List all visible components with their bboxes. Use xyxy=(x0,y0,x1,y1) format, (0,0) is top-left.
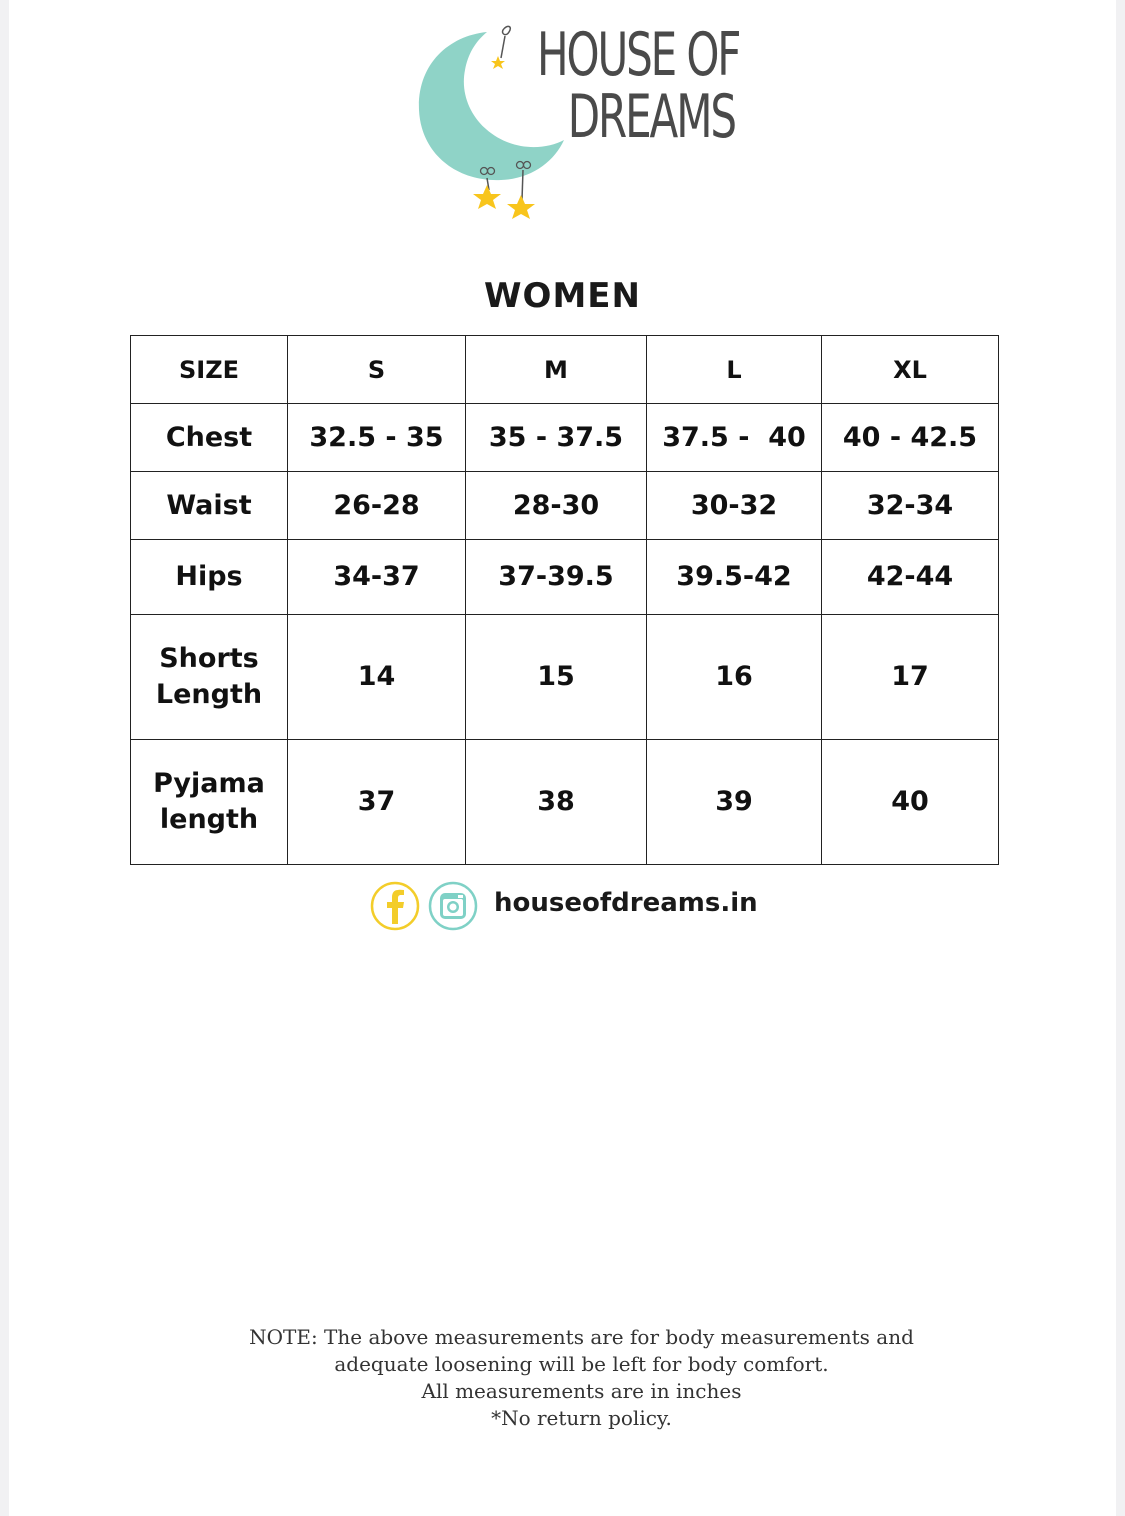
note-line-3: All measurements are in inches xyxy=(421,1379,742,1403)
table-cell: 40 xyxy=(822,740,999,865)
row-label-line-1: Shorts xyxy=(159,643,259,674)
size-table xyxy=(130,335,999,865)
facebook-icon[interactable] xyxy=(369,880,421,932)
row-label: Waist xyxy=(131,472,288,540)
table-cell: 42-44 xyxy=(822,540,999,615)
note-line-1: NOTE: The above measurements are for body measurements and xyxy=(249,1325,914,1349)
brand-logo xyxy=(409,20,740,227)
row-label: Chest xyxy=(131,404,288,472)
note-line-2: adequate loosening will be left for body comfort. xyxy=(334,1352,829,1376)
table-cell: 30-32 xyxy=(647,472,822,540)
table-row-chest xyxy=(131,404,999,472)
row-label-line-2: length xyxy=(159,804,259,835)
row-label: Hips xyxy=(131,540,288,615)
row-label xyxy=(131,615,288,740)
table-cell: 38 xyxy=(466,740,647,865)
table-row-waist xyxy=(131,472,999,540)
table-row-pyjama-length xyxy=(131,740,999,865)
table-row-hips xyxy=(131,540,999,615)
table-cell: 37-39.5 xyxy=(466,540,647,615)
brand-wordmark xyxy=(537,20,740,152)
chart-heading: WOMEN xyxy=(484,276,641,316)
table-cell: 26-28 xyxy=(288,472,466,540)
table-row-shorts-length xyxy=(131,615,999,740)
row-label xyxy=(131,740,288,865)
table-cell: 37.5 - 40 xyxy=(647,404,822,472)
table-cell: 17 xyxy=(822,615,999,740)
social-links xyxy=(369,880,769,936)
header-cell-xl: XL xyxy=(822,336,999,404)
table-cell: 39 xyxy=(647,740,822,865)
instagram-icon[interactable] xyxy=(427,880,479,932)
note-block xyxy=(9,1324,1125,1432)
table-cell: 16 xyxy=(647,615,822,740)
table-cell: 32.5 - 35 xyxy=(288,404,466,472)
header-cell-l: L xyxy=(647,336,822,404)
brand-line-1: HOUSE OF xyxy=(537,20,740,90)
table-cell: 37 xyxy=(288,740,466,865)
table-cell: 35 - 37.5 xyxy=(466,404,647,472)
note-line-4: *No return policy. xyxy=(491,1406,672,1430)
table-cell: 40 - 42.5 xyxy=(822,404,999,472)
header-cell-s: S xyxy=(288,336,466,404)
row-label-line-2: Length xyxy=(155,679,263,710)
table-cell: 39.5-42 xyxy=(647,540,822,615)
website-link[interactable]: houseofdreams.in xyxy=(494,888,758,918)
table-cell: 15 xyxy=(466,615,647,740)
table-cell: 14 xyxy=(288,615,466,740)
header-cell-m: M xyxy=(466,336,647,404)
row-label-line-1: Pyjama xyxy=(153,768,265,799)
table-header-row xyxy=(131,336,999,404)
table-cell: 34-37 xyxy=(288,540,466,615)
size-chart-page xyxy=(9,0,1116,1516)
brand-line-2: DREAMS xyxy=(567,82,735,152)
table-cell: 32-34 xyxy=(822,472,999,540)
header-cell-size: SIZE xyxy=(131,336,288,404)
table-cell: 28-30 xyxy=(466,472,647,540)
